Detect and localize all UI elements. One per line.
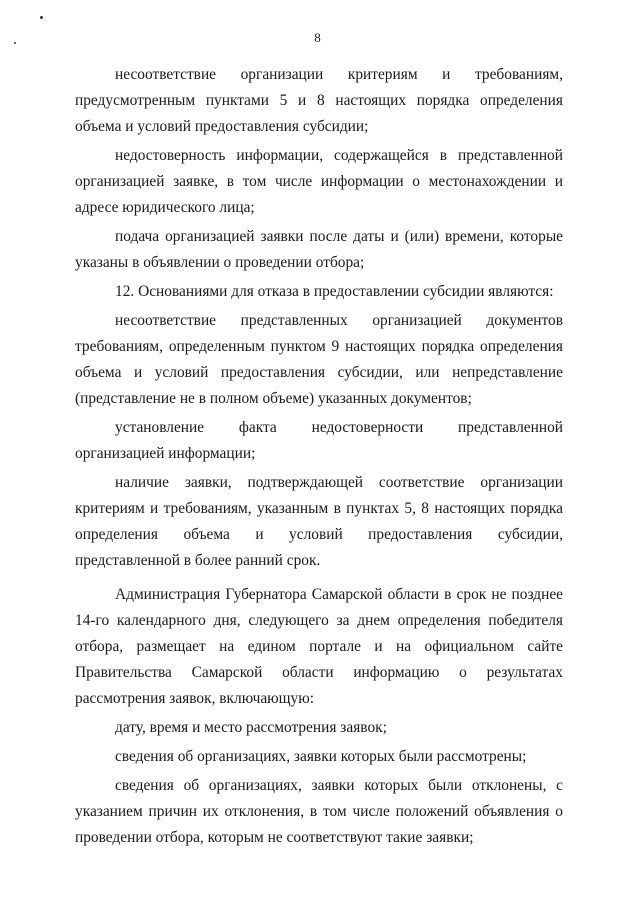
page-number: 8	[314, 30, 321, 45]
paragraph: сведения об организациях, заявки которых были отклонены, с указанием причин их отклонения, в том числе положений объявления о проведении отбора, которым не соответствуют такие заявки;	[75, 777, 563, 846]
paragraph: недостоверность информации, содержащейся в представленной организацией заявке, в том числе информации о местонахождении и адресе юридического лица;	[75, 147, 563, 216]
paragraph: несоответствие организации критериям и требованиям, предусмотренным пунктами 5 и 8 настоящих порядка определения объема и условий предоставления субсидии;	[75, 66, 563, 135]
paragraph: установление факта недостоверности представленной организацией информации;	[75, 419, 563, 462]
paragraph: дату, время и место рассмотрения заявок;	[115, 719, 387, 736]
paragraph: несоответствие представленных организацией документов требованиям, определенным пунктом 9 настоящих порядка определения объема и условий предоставления субсидии, или непредставление (представление не в полном объеме) указанных документов;	[75, 312, 563, 407]
document-body	[75, 62, 563, 854]
paragraph: подача организацией заявки после даты и (или) времени, которые указаны в объявлении о проведении отбора;	[75, 228, 563, 271]
scan-speck	[40, 16, 43, 19]
paragraph: сведения об организациях, заявки которых были рассмотрены;	[115, 748, 527, 765]
paragraph: Администрация Губернатора Самарской области в срок не позднее 14-го календарного дня, следующего за днем определения победителя отбора, размещает на едином портале и на официальном сайте Правительства Самарской области информацию о результатах рассмотрения заявок, включающую:	[75, 586, 563, 707]
paragraph: наличие заявки, подтверждающей соответствие организации критериям и требованиям, указанным в пунктах 5, 8 настоящих порядка определения объема и условий предоставления субсидии, представленной в более ранний срок.	[75, 474, 563, 569]
paragraph: 12. Основаниями для отказа в предоставлении субсидии являются:	[115, 283, 554, 300]
